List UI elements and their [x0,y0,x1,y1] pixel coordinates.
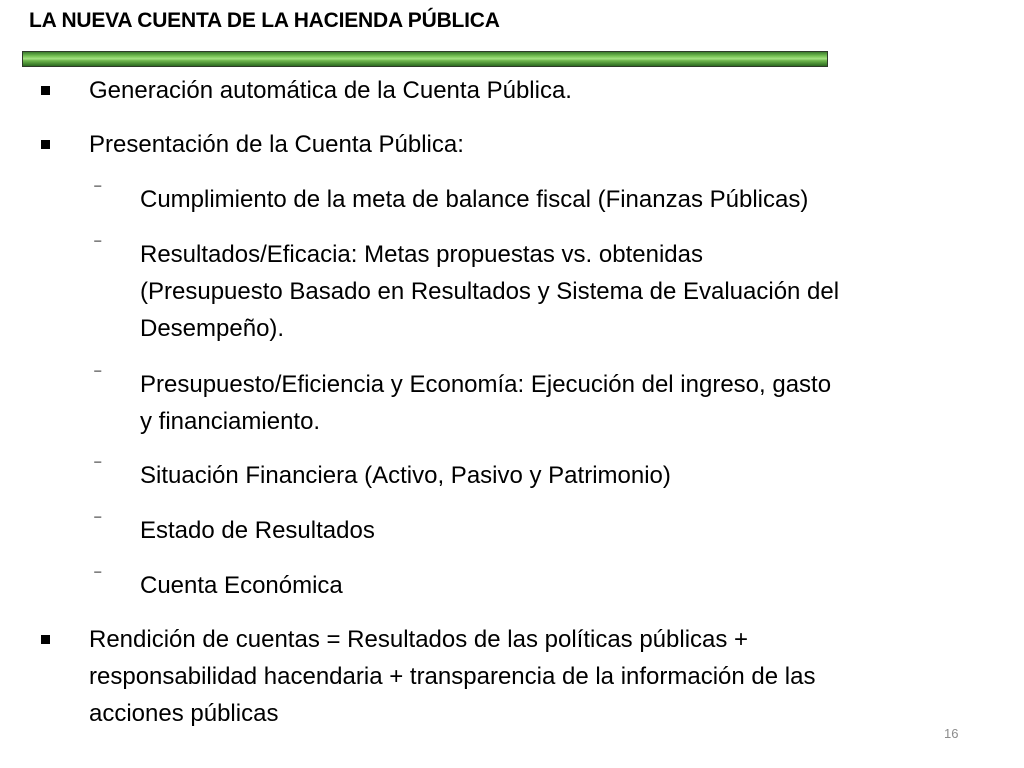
square-bullet-icon [41,86,50,95]
bullet-text: responsabilidad hacendaria + transparencia de la información de las [89,663,816,690]
page-number: 16 [944,726,959,741]
bullet-text: Desempeño). [140,315,285,342]
dash-bullet-icon: ⁻ [93,179,103,199]
bullet-text: Rendición de cuentas = Resultados de las políticas públicas + [89,626,749,653]
bullet-text: acciones públicas [89,700,279,727]
bullet-text: Cumplimiento de la meta de balance fiscal (Finanzas Públicas) [140,186,809,213]
bullet-text: Presentación de la Cuenta Pública: [89,131,464,158]
bullet-text: Presupuesto/Eficiencia y Economía: Ejecución del ingreso, gasto [140,371,832,398]
bullet-text: y financiamiento. [140,408,321,435]
bullet-text: Estado de Resultados [140,517,375,544]
slide-title: LA NUEVA CUENTA DE LA HACIENDA PÚBLICA [29,9,500,32]
bullet-text: Resultados/Eficacia: Metas propuestas vs. obtenidas [140,241,703,268]
bullet-text: Generación automática de la Cuenta Pública. [89,77,572,104]
square-bullet-icon [41,635,50,644]
dash-bullet-icon: ⁻ [93,455,103,475]
bullet-text: Situación Financiera (Activo, Pasivo y Patrimonio) [140,462,671,489]
dash-bullet-icon: ⁻ [93,565,103,585]
square-bullet-icon [41,140,50,149]
bullet-text: (Presupuesto Basado en Resultados y Sistema de Evaluación del [140,278,840,305]
dash-bullet-icon: ⁻ [93,364,103,384]
dash-bullet-icon: ⁻ [93,510,103,530]
dash-bullet-icon: ⁻ [93,234,103,254]
bullet-text: Cuenta Económica [140,572,343,599]
